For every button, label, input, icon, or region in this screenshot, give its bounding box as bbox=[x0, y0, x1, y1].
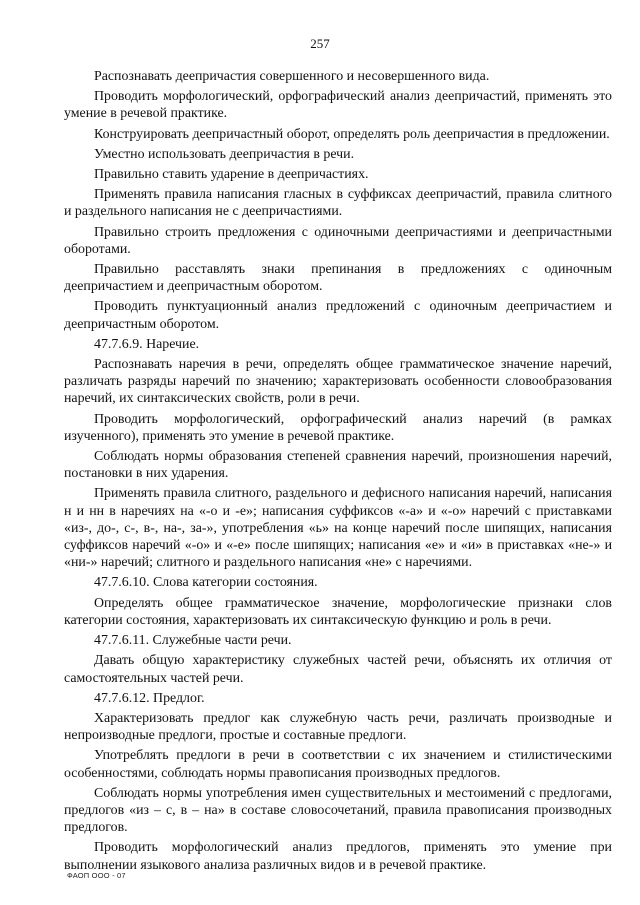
paragraph: Соблюдать нормы употребления имен существительных и местоимений с предлогами, предлогов «из – с, в – на» в составе словосочетаний, правила правописания производных предлогов. bbox=[64, 785, 612, 836]
paragraph: Давать общую характеристику служебных частей речи, объяснять их отличия от самостоятельных частей речи. bbox=[64, 653, 612, 686]
paragraph: Характеризовать предлог как служебную часть речи, различать производные и непроизводные предлоги, простые и составные предлоги. bbox=[64, 710, 612, 744]
paragraph: Проводить пунктуационный анализ предложений с одиночным деепричастием и деепричастным оборотом. bbox=[64, 299, 612, 332]
section-heading: 47.7.6.12. Предлог. bbox=[94, 690, 205, 706]
paragraph: Правильно расставлять знаки препинания в предложениях с одиночным деепричастием и деепричастным оборотом. bbox=[64, 262, 612, 295]
paragraph: Соблюдать нормы образования степеней сравнения наречий, произношения наречий, постановки в них ударения. bbox=[64, 449, 612, 482]
paragraph: Употреблять предлоги в речи в соответствии с их значением и стилистическими особенностями, соблюдать нормы правописания производных предлогов. bbox=[64, 748, 612, 781]
page-body bbox=[64, 68, 612, 877]
paragraph: Проводить морфологический, орфографический анализ деепричастий, применять это умение в речевой практике. bbox=[64, 89, 612, 122]
paragraph: Применять правила слитного, раздельного и дефисного написания наречий, написания н и нн в наречиях на «-о и -е»; написания суффиксов «-а» и «-о» наречий с приставками «из-, до-, с-, в-, на-, за-», употребления «ь» на конце наречий после шипящих, написания суффиксов наречий «-о» и «-е» после шипящих; написания «е» и «и» в приставках «не-» и «ни-» наречий; слитного и раздельного написания «не» с наречиями. bbox=[64, 486, 612, 571]
paragraph: Определять общее грамматическое значение, морфологические признаки слов категории состояния, характеризовать их синтаксическую функцию и роль в речи. bbox=[64, 595, 612, 628]
paragraph: Уместно использовать деепричастия в речи. bbox=[94, 146, 355, 162]
section-heading: 47.7.6.9. Наречие. bbox=[94, 336, 200, 352]
paragraph: Проводить морфологический, орфографический анализ наречий (в рамках изученного), применять это умение в речевой практике. bbox=[64, 411, 612, 444]
section-heading: 47.7.6.10. Слова категории состояния. bbox=[94, 575, 318, 591]
paragraph: Правильно строить предложения с одиночными деепричастиями и деепричастными оборотами. bbox=[64, 224, 612, 257]
paragraph: Конструировать деепричастный оборот, определять роль деепричастия в предложении. bbox=[94, 126, 610, 142]
paragraph: Правильно ставить ударение в деепричастиях. bbox=[94, 167, 369, 183]
paragraph: Проводить морфологический анализ предлогов, применять это умение при выполнении языкового анализа различных видов и в речевой практике. bbox=[64, 840, 612, 873]
page-number: 257 bbox=[310, 36, 330, 51]
paragraph: Распознавать деепричастия совершенного и несовершенного вида. bbox=[94, 69, 490, 84]
paragraph: Применять правила написания гласных в суффиксах деепричастий, правила слитного и раздельного написания не с деепричастиями. bbox=[64, 187, 612, 220]
section-heading: 47.7.6.11. Служебные части речи. bbox=[94, 633, 292, 649]
paragraph: Распознавать наречия в речи, определять общее грамматическое значение наречий, различать разряды наречий по значению; характеризовать особенности словообразования наречий, их синтаксических свойств, роли в речи. bbox=[64, 357, 612, 407]
document-footer: ФАОП ООО - 07 bbox=[67, 871, 126, 880]
